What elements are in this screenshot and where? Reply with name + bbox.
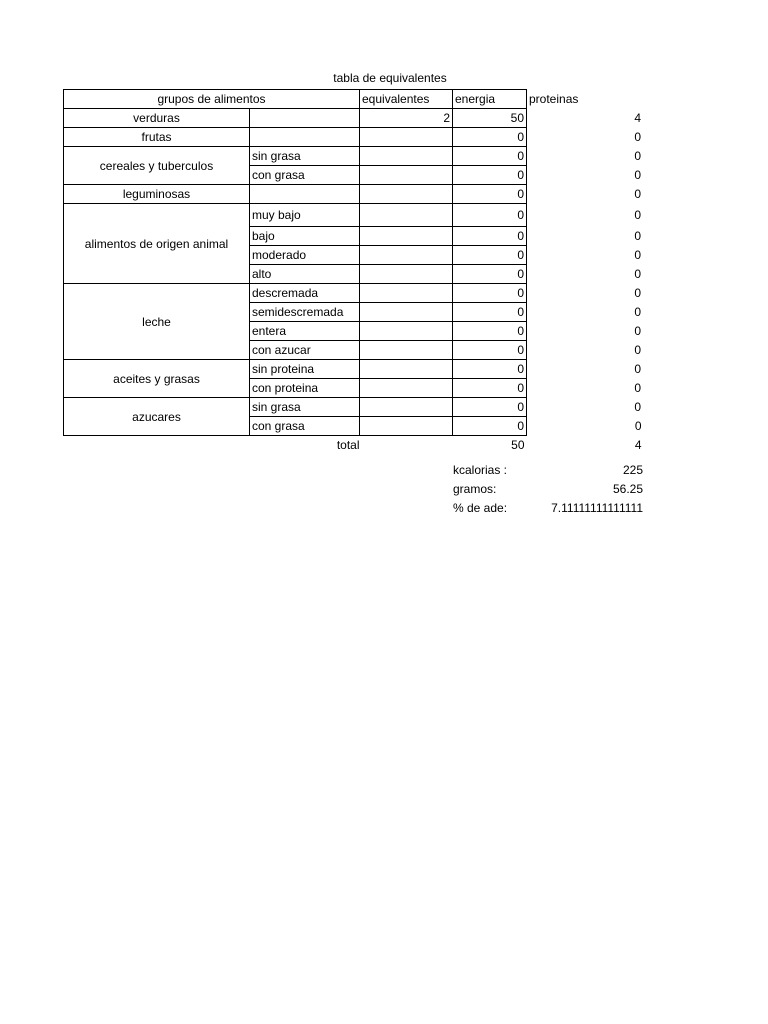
gramos-value: 56.25: [612, 482, 643, 496]
prot-cell: 0: [634, 419, 642, 433]
sub-label: con proteina: [250, 379, 360, 398]
empty-cell: [64, 436, 250, 455]
sub-label: sin grasa: [250, 147, 360, 166]
group-label: leche: [64, 284, 250, 360]
equiv-cell[interactable]: [360, 185, 453, 204]
prot-cell: 0: [634, 208, 641, 222]
prot-cell: 0: [634, 149, 641, 163]
prot-cell: 0: [634, 229, 641, 243]
prot-cell: 0: [634, 286, 641, 300]
equiv-cell[interactable]: [360, 284, 453, 303]
equiv-cell[interactable]: [360, 360, 453, 379]
energia-cell: 0: [453, 322, 527, 341]
ade-label: % de ade:: [453, 501, 508, 515]
energia-cell: 0: [453, 166, 527, 185]
header-row: [64, 90, 644, 109]
sub-label: entera: [250, 322, 360, 341]
group-label: frutas: [64, 128, 250, 147]
equiv-cell[interactable]: 2: [360, 109, 453, 128]
prot-cell: 0: [634, 362, 641, 376]
empty-cell: [360, 436, 453, 455]
sub-label: con grasa: [250, 417, 360, 436]
table-row: [64, 284, 644, 303]
energia-cell: 0: [453, 379, 527, 398]
kcal-value: 225: [622, 463, 643, 477]
group-label: leguminosas: [64, 185, 250, 204]
energia-cell: 0: [453, 417, 527, 436]
table-row: [64, 147, 644, 166]
group-label: aceites y grasas: [64, 360, 250, 398]
group-label: cereales y tuberculos: [64, 147, 250, 185]
sub-label: sin proteina: [250, 360, 360, 379]
energia-cell: 50: [453, 109, 527, 128]
equiv-cell[interactable]: [360, 166, 453, 185]
prot-cell: 4: [634, 111, 641, 125]
sub-label: con grasa: [250, 166, 360, 185]
energia-cell: 0: [453, 246, 527, 265]
table-row: [64, 360, 644, 379]
energia-cell: 0: [453, 265, 527, 284]
energia-cell: 0: [453, 147, 527, 166]
equiv-cell[interactable]: [360, 227, 453, 246]
sub-label: sin grasa: [250, 398, 360, 417]
equiv-cell[interactable]: [360, 265, 453, 284]
equivalents-table: [63, 89, 644, 454]
energia-cell: 0: [453, 185, 527, 204]
total-row: [64, 436, 644, 455]
sub-label: bajo: [250, 227, 360, 246]
prot-cell: 0: [634, 267, 641, 281]
equiv-cell[interactable]: [360, 379, 453, 398]
total-prot: 4: [634, 437, 642, 452]
equiv-cell[interactable]: [360, 322, 453, 341]
total-label: total: [336, 438, 360, 452]
table-row: [64, 109, 644, 128]
equiv-cell[interactable]: [360, 398, 453, 417]
table-row: [64, 398, 644, 417]
prot-cell: 0: [634, 343, 641, 357]
sub-label: muy bajo: [250, 204, 360, 227]
sub-label: con azucar: [250, 341, 360, 360]
energia-cell: 0: [453, 227, 527, 246]
kcal-label: kcalorias :: [453, 463, 508, 477]
equiv-cell[interactable]: [360, 246, 453, 265]
sub-label: alto: [250, 265, 360, 284]
sheet-title: tabla de equivalentes: [333, 71, 447, 85]
energia-cell: 0: [453, 303, 527, 322]
energia-cell: 0: [453, 284, 527, 303]
group-label: alimentos de origen animal: [64, 204, 250, 284]
energia-cell: 0: [453, 341, 527, 360]
table-row: [64, 185, 644, 204]
group-label: verduras: [64, 109, 250, 128]
energia-cell: 0: [453, 204, 527, 227]
energia-cell: 0: [453, 398, 527, 417]
sub-label: descremada: [250, 284, 360, 303]
sub-label: semidescremada: [250, 303, 360, 322]
equiv-cell[interactable]: [360, 128, 453, 147]
ade-value: 7.11111111111111: [551, 501, 643, 515]
prot-cell: 0: [634, 381, 641, 395]
sub-label: moderado: [250, 246, 360, 265]
prot-cell: 0: [634, 187, 641, 201]
table-row: [64, 128, 644, 147]
energia-cell: 0: [453, 128, 527, 147]
prot-cell: 0: [634, 305, 641, 319]
prot-cell: 0: [634, 400, 641, 414]
sub-cell[interactable]: [250, 128, 360, 147]
equiv-cell[interactable]: [360, 147, 453, 166]
prot-cell: 0: [634, 248, 641, 262]
header-proteinas: proteinas: [529, 92, 579, 106]
equiv-cell[interactable]: [360, 303, 453, 322]
header-grupos: grupos de alimentos: [64, 90, 360, 109]
prot-cell: 0: [634, 168, 641, 182]
header-equivalentes: equivalentes: [360, 90, 453, 109]
equiv-cell[interactable]: [360, 341, 453, 360]
table-row: [64, 204, 644, 227]
equiv-cell[interactable]: [360, 417, 453, 436]
header-energia: energia: [453, 90, 527, 109]
gramos-label: gramos:: [453, 482, 497, 496]
total-energia: 50: [511, 438, 525, 452]
group-label: azucares: [64, 398, 250, 436]
sub-cell[interactable]: [250, 185, 360, 204]
prot-cell: 0: [634, 130, 641, 144]
equiv-cell[interactable]: [360, 204, 453, 227]
sub-cell[interactable]: [250, 109, 360, 128]
prot-cell: 0: [634, 324, 641, 338]
energia-cell: 0: [453, 360, 527, 379]
